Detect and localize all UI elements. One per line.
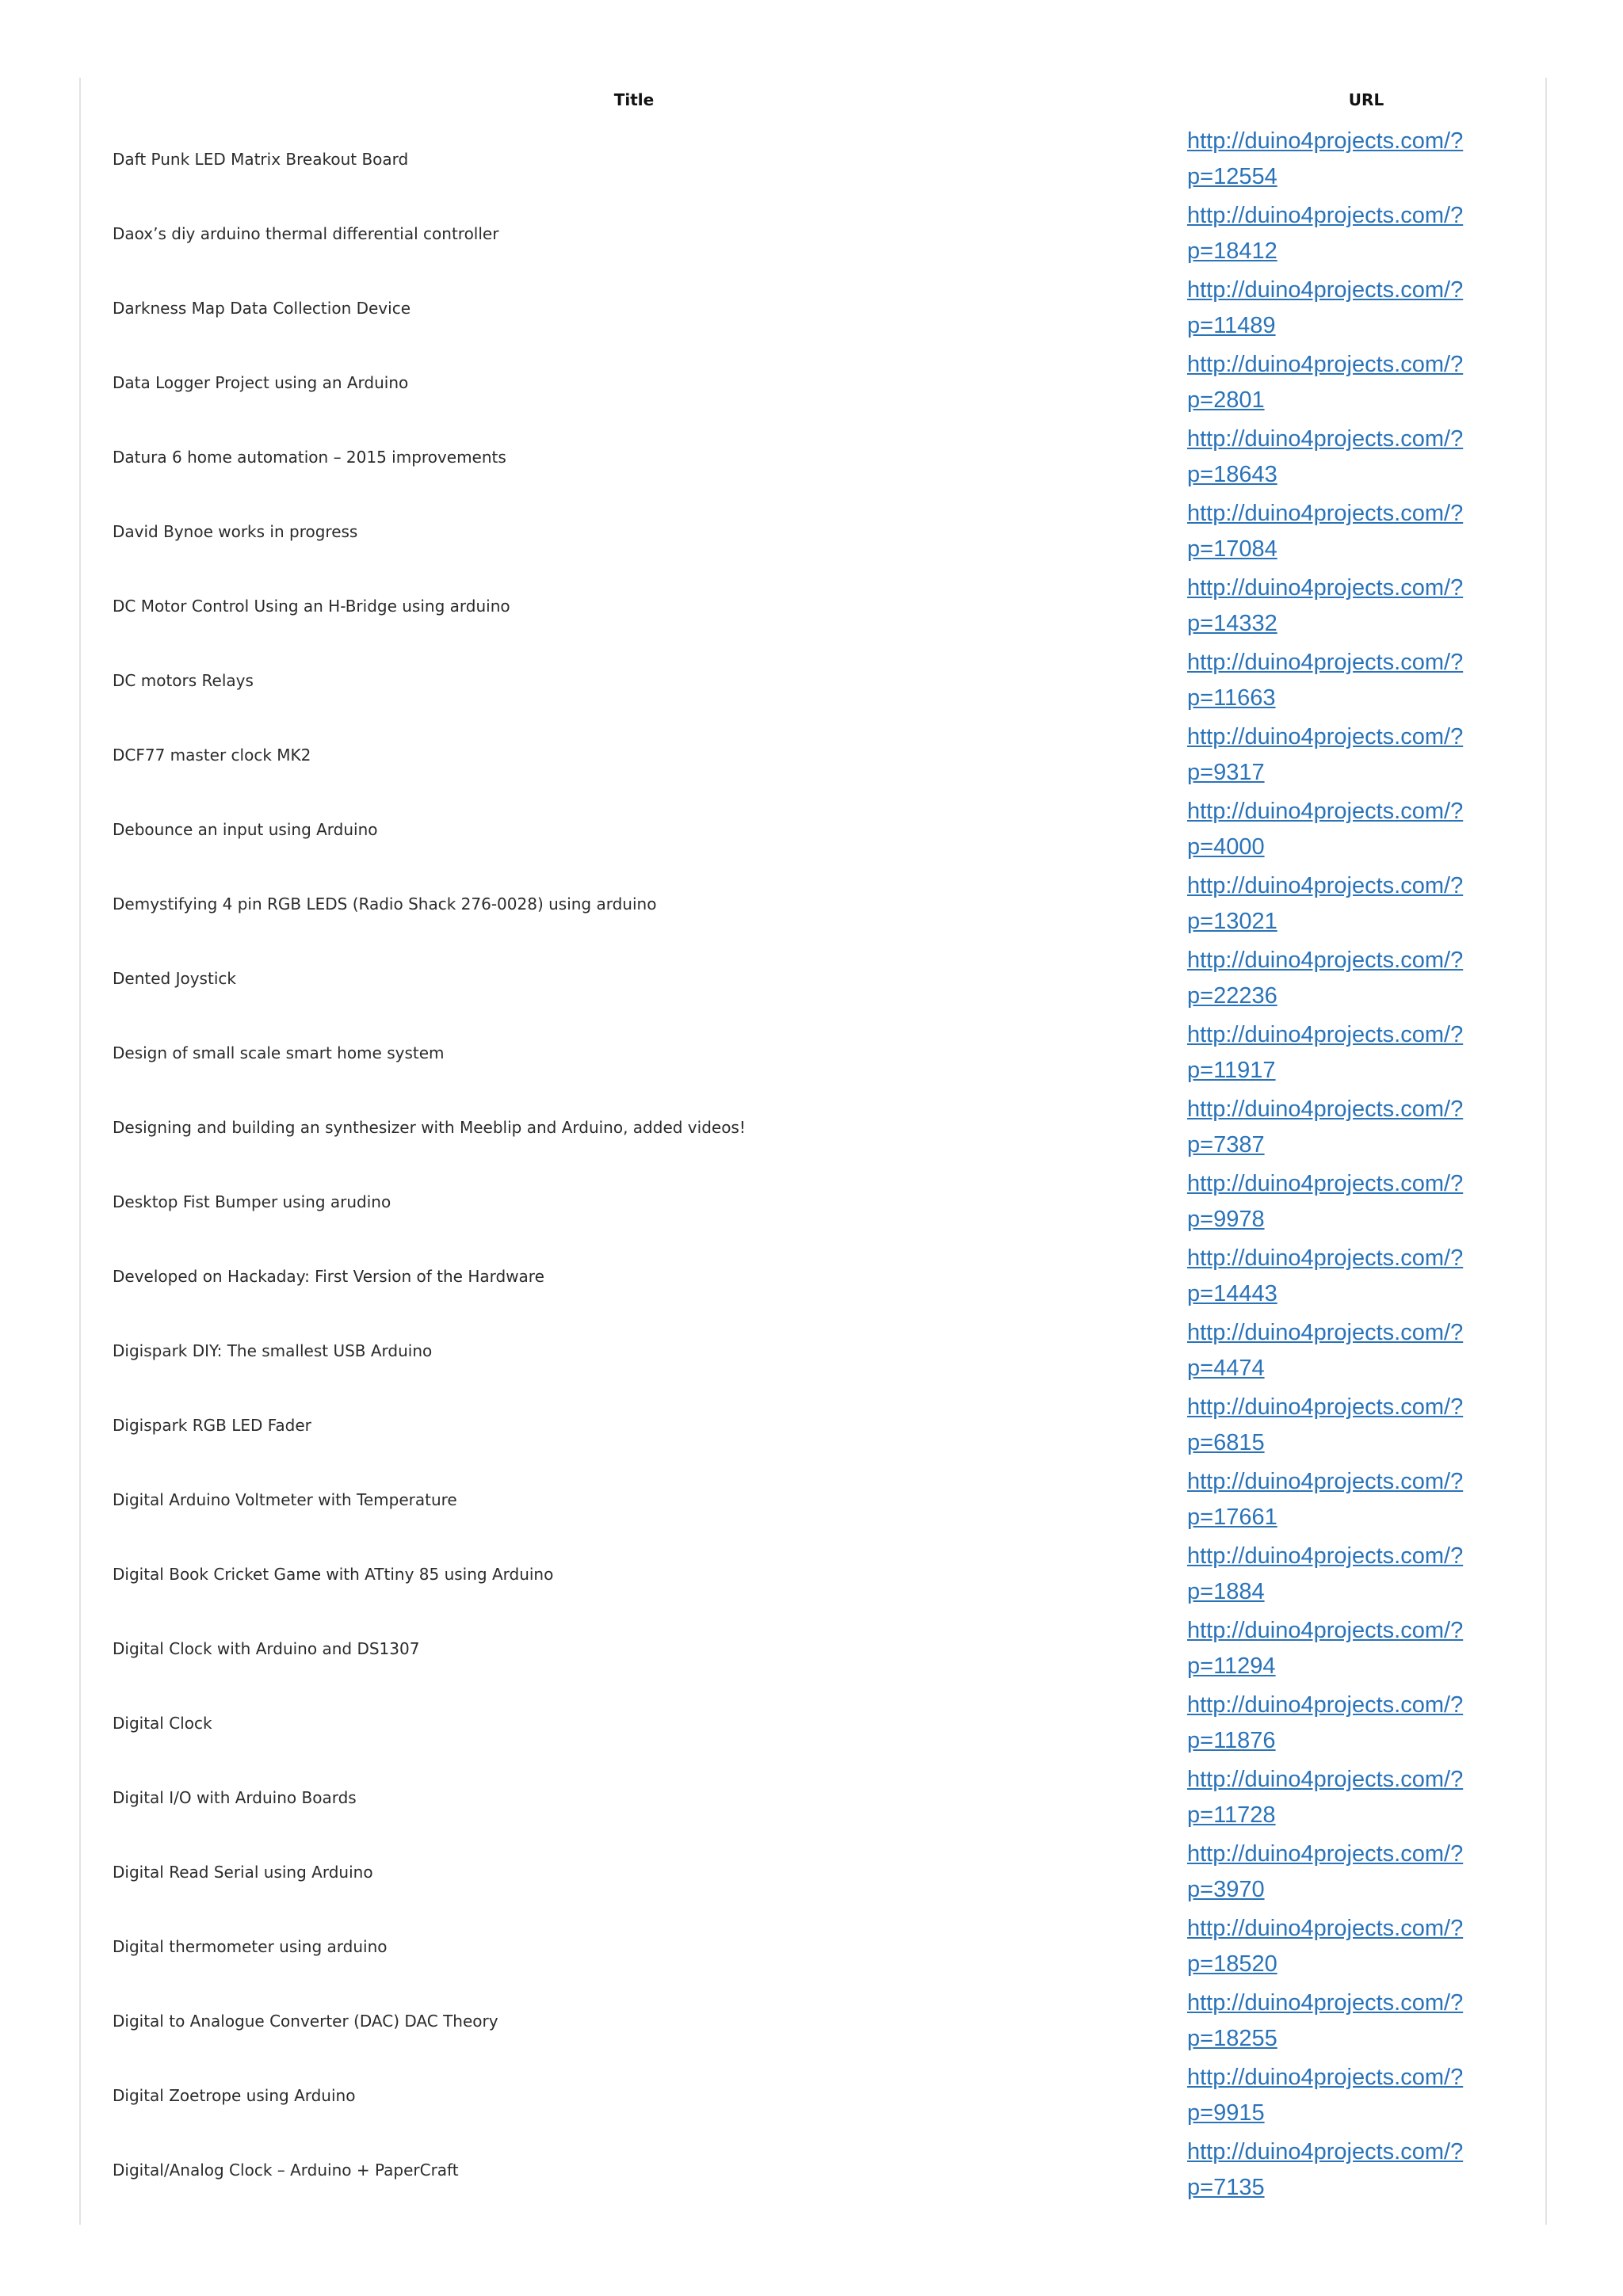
table-row xyxy=(81,1909,1545,1984)
project-title: Digital thermometer using arduino xyxy=(113,1937,388,1956)
project-url-cell xyxy=(1187,494,1545,569)
url-line-1: http://duino4projects.com/? xyxy=(1187,650,1464,675)
url-line-2: p=7387 xyxy=(1187,1132,1265,1158)
url-line-2: p=11917 xyxy=(1187,1058,1276,1083)
table-body xyxy=(81,122,1545,2207)
table-row xyxy=(81,271,1545,345)
project-title: Design of small scale smart home system xyxy=(113,1043,445,1062)
url-line-1: http://duino4projects.com/? xyxy=(1187,2065,1464,2090)
url-line-1: http://duino4projects.com/? xyxy=(1187,1320,1464,1345)
project-title: Digital Book Cricket Game with ATtiny 85 using Arduino xyxy=(113,1565,554,1584)
url-line-1: http://duino4projects.com/? xyxy=(1187,724,1464,749)
url-line-2: p=12554 xyxy=(1187,164,1277,189)
project-title: Dented Joystick xyxy=(113,969,236,988)
project-url-link[interactable] xyxy=(1187,2060,1488,2131)
url-line-1: http://duino4projects.com/? xyxy=(1187,277,1464,303)
project-url-cell xyxy=(1187,420,1545,494)
url-line-1: http://duino4projects.com/? xyxy=(1187,1841,1464,1867)
project-title: Developed on Hackaday: First Version of the Hardware xyxy=(113,1267,544,1286)
project-title: DC motors Relays xyxy=(113,671,254,690)
url-line-1: http://duino4projects.com/? xyxy=(1187,1022,1464,1047)
url-line-2: p=2801 xyxy=(1187,387,1265,413)
project-title: DC Motor Control Using an H-Bridge using arduino xyxy=(113,597,510,616)
url-line-1: http://duino4projects.com/? xyxy=(1187,352,1464,377)
project-url-cell xyxy=(1187,345,1545,420)
title-column-header: Title xyxy=(613,90,655,109)
page-frame xyxy=(79,78,1547,2225)
url-line-2: p=18255 xyxy=(1187,2026,1277,2051)
project-title: Digital to Analogue Converter (DAC) DAC Theory xyxy=(113,2012,498,2031)
projects-table xyxy=(81,78,1545,2207)
table-row xyxy=(81,420,1545,494)
table-row xyxy=(81,1314,1545,1388)
project-title: Debounce an input using Arduino xyxy=(113,820,378,839)
project-url-cell xyxy=(1187,1314,1545,1388)
project-url-link[interactable] xyxy=(1187,347,1488,418)
project-title: Digital I/O with Arduino Boards xyxy=(113,1788,357,1807)
url-line-1: http://duino4projects.com/? xyxy=(1187,1469,1464,1494)
url-line-1: http://duino4projects.com/? xyxy=(1187,799,1464,824)
project-url-link[interactable] xyxy=(1187,124,1488,195)
project-title: Darkness Map Data Collection Device xyxy=(113,299,411,318)
table-row xyxy=(81,345,1545,420)
table-row xyxy=(81,1760,1545,1835)
project-url-link[interactable] xyxy=(1187,1464,1488,1535)
project-url-cell xyxy=(1187,867,1545,941)
project-url-link[interactable] xyxy=(1187,1315,1488,1386)
table-row xyxy=(81,941,1545,1016)
table-row xyxy=(81,718,1545,792)
project-url-cell xyxy=(1187,792,1545,867)
project-url-cell xyxy=(1187,1165,1545,1239)
project-url-cell xyxy=(1187,1835,1545,1909)
project-url-cell xyxy=(1187,196,1545,271)
url-line-2: p=3970 xyxy=(1187,1877,1265,1902)
url-line-2: p=13021 xyxy=(1187,909,1277,934)
project-url-link[interactable] xyxy=(1187,1539,1488,1610)
url-line-2: p=6815 xyxy=(1187,1430,1265,1455)
table-row xyxy=(81,2133,1545,2207)
url-line-2: p=22236 xyxy=(1187,983,1277,1009)
url-line-1: http://duino4projects.com/? xyxy=(1187,948,1464,973)
project-url-link[interactable] xyxy=(1187,421,1488,493)
project-url-link[interactable] xyxy=(1187,1166,1488,1238)
table-row xyxy=(81,1165,1545,1239)
project-url-link[interactable] xyxy=(1187,1762,1488,1833)
url-line-1: http://duino4projects.com/? xyxy=(1187,426,1464,452)
table-row xyxy=(81,122,1545,196)
table-row xyxy=(81,494,1545,569)
project-title: Desktop Fist Bumper using arudino xyxy=(113,1192,391,1211)
url-line-1: http://duino4projects.com/? xyxy=(1187,1767,1464,1792)
table-row xyxy=(81,196,1545,271)
url-line-2: p=11876 xyxy=(1187,1728,1276,1753)
url-column-header: URL xyxy=(1348,90,1384,109)
project-url-cell xyxy=(1187,2133,1545,2207)
table-row xyxy=(81,2058,1545,2133)
url-line-1: http://duino4projects.com/? xyxy=(1187,1618,1464,1643)
project-title: Digital Read Serial using Arduino xyxy=(113,1863,373,1882)
url-line-1: http://duino4projects.com/? xyxy=(1187,1245,1464,1271)
project-title: Designing and building an synthesizer with Meeblip and Arduino, added videos! xyxy=(113,1118,746,1137)
url-line-2: p=9317 xyxy=(1187,760,1265,785)
project-url-cell xyxy=(1187,1760,1545,1835)
project-url-cell xyxy=(1187,718,1545,792)
table-row xyxy=(81,1463,1545,1537)
project-title: Digispark RGB LED Fader xyxy=(113,1416,311,1435)
project-url-link[interactable] xyxy=(1187,273,1488,344)
url-line-1: http://duino4projects.com/? xyxy=(1187,1916,1464,1941)
project-url-cell xyxy=(1187,1611,1545,1686)
table-row xyxy=(81,1984,1545,2058)
project-url-cell xyxy=(1187,1388,1545,1463)
url-line-2: p=11294 xyxy=(1187,1653,1276,1679)
url-line-1: http://duino4projects.com/? xyxy=(1187,203,1464,228)
project-url-link[interactable] xyxy=(1187,496,1488,567)
table-row xyxy=(81,1611,1545,1686)
url-line-1: http://duino4projects.com/? xyxy=(1187,1171,1464,1196)
url-line-2: p=14443 xyxy=(1187,1281,1277,1306)
project-url-link[interactable] xyxy=(1187,1017,1488,1089)
project-url-link[interactable] xyxy=(1187,570,1488,642)
project-url-link[interactable] xyxy=(1187,868,1488,940)
url-line-2: p=1884 xyxy=(1187,1579,1265,1604)
project-url-cell xyxy=(1187,122,1545,196)
project-title: DCF77 master clock MK2 xyxy=(113,746,311,765)
url-line-1: http://duino4projects.com/? xyxy=(1187,1543,1464,1569)
project-url-cell xyxy=(1187,1909,1545,1984)
project-url-link[interactable] xyxy=(1187,198,1488,269)
project-title: Daox’s diy arduino thermal differential controller xyxy=(113,224,499,243)
project-url-link[interactable] xyxy=(1187,2134,1488,2206)
url-line-2: p=7135 xyxy=(1187,2175,1265,2200)
project-url-link[interactable] xyxy=(1187,794,1488,865)
project-title: Digital Clock with Arduino and DS1307 xyxy=(113,1639,420,1658)
url-line-2: p=17661 xyxy=(1187,1505,1277,1530)
project-title: Digital/Analog Clock – Arduino + PaperCraft xyxy=(113,2161,459,2180)
url-line-1: http://duino4projects.com/? xyxy=(1187,575,1464,601)
project-url-cell xyxy=(1187,271,1545,345)
project-title: Data Logger Project using an Arduino xyxy=(113,373,409,392)
project-url-cell xyxy=(1187,2058,1545,2133)
table-row xyxy=(81,569,1545,643)
table-row xyxy=(81,1537,1545,1611)
table-row xyxy=(81,1835,1545,1909)
url-line-2: p=11663 xyxy=(1187,685,1276,711)
project-url-cell xyxy=(1187,569,1545,643)
url-line-1: http://duino4projects.com/? xyxy=(1187,501,1464,526)
project-url-link[interactable] xyxy=(1187,1985,1488,2057)
url-line-1: http://duino4projects.com/? xyxy=(1187,1990,1464,2016)
project-url-link[interactable] xyxy=(1187,645,1488,716)
table-row xyxy=(81,1090,1545,1165)
project-title: Digital Arduino Voltmeter with Temperature xyxy=(113,1490,457,1509)
table-row xyxy=(81,1388,1545,1463)
table-row xyxy=(81,792,1545,867)
project-url-link[interactable] xyxy=(1187,1688,1488,1759)
url-line-2: p=4474 xyxy=(1187,1356,1265,1381)
project-url-cell xyxy=(1187,1463,1545,1537)
project-url-link[interactable] xyxy=(1187,1613,1488,1684)
url-line-2: p=9978 xyxy=(1187,1207,1265,1232)
url-line-2: p=14332 xyxy=(1187,611,1277,636)
project-title: David Bynoe works in progress xyxy=(113,522,358,541)
table-row xyxy=(81,1686,1545,1760)
project-url-cell xyxy=(1187,643,1545,718)
url-line-1: http://duino4projects.com/? xyxy=(1187,1692,1464,1718)
url-line-2: p=9915 xyxy=(1187,2100,1265,2126)
project-url-link[interactable] xyxy=(1187,943,1488,1014)
url-line-2: p=17084 xyxy=(1187,536,1277,562)
project-url-link[interactable] xyxy=(1187,1241,1488,1312)
url-line-2: p=18520 xyxy=(1187,1951,1277,1977)
url-line-2: p=11728 xyxy=(1187,1802,1276,1828)
project-title: Datura 6 home automation – 2015 improvements xyxy=(113,448,506,467)
url-line-1: http://duino4projects.com/? xyxy=(1187,1394,1464,1420)
project-url-cell xyxy=(1187,1016,1545,1090)
url-line-2: p=18643 xyxy=(1187,462,1277,487)
header-row xyxy=(81,78,1545,122)
project-url-cell xyxy=(1187,1984,1545,2058)
project-title: Daft Punk LED Matrix Breakout Board xyxy=(113,150,409,169)
url-line-2: p=4000 xyxy=(1187,834,1265,860)
project-title: Digital Zoetrope using Arduino xyxy=(113,2086,356,2105)
url-line-1: http://duino4projects.com/? xyxy=(1187,1097,1464,1122)
table-row xyxy=(81,867,1545,941)
table-row xyxy=(81,1239,1545,1314)
project-url-cell xyxy=(1187,1537,1545,1611)
project-url-link[interactable] xyxy=(1187,1911,1488,1982)
project-title: Digital Clock xyxy=(113,1714,212,1733)
project-url-cell xyxy=(1187,1239,1545,1314)
project-url-cell xyxy=(1187,941,1545,1016)
table-row xyxy=(81,643,1545,718)
project-title: Digispark DIY: The smallest USB Arduino xyxy=(113,1341,433,1360)
url-line-1: http://duino4projects.com/? xyxy=(1187,2139,1464,2164)
project-url-link[interactable] xyxy=(1187,719,1488,791)
url-line-1: http://duino4projects.com/? xyxy=(1187,128,1464,154)
url-line-2: p=18412 xyxy=(1187,238,1277,264)
url-line-2: p=11489 xyxy=(1187,313,1276,338)
url-line-1: http://duino4projects.com/? xyxy=(1187,873,1464,898)
table-header xyxy=(81,78,1545,122)
project-url-link[interactable] xyxy=(1187,1836,1488,1908)
project-url-link[interactable] xyxy=(1187,1390,1488,1461)
project-url-link[interactable] xyxy=(1187,1092,1488,1163)
project-title: Demystifying 4 pin RGB LEDS (Radio Shack 276-0028) using arduino xyxy=(113,894,657,913)
project-url-cell xyxy=(1187,1090,1545,1165)
table-row xyxy=(81,1016,1545,1090)
project-url-cell xyxy=(1187,1686,1545,1760)
